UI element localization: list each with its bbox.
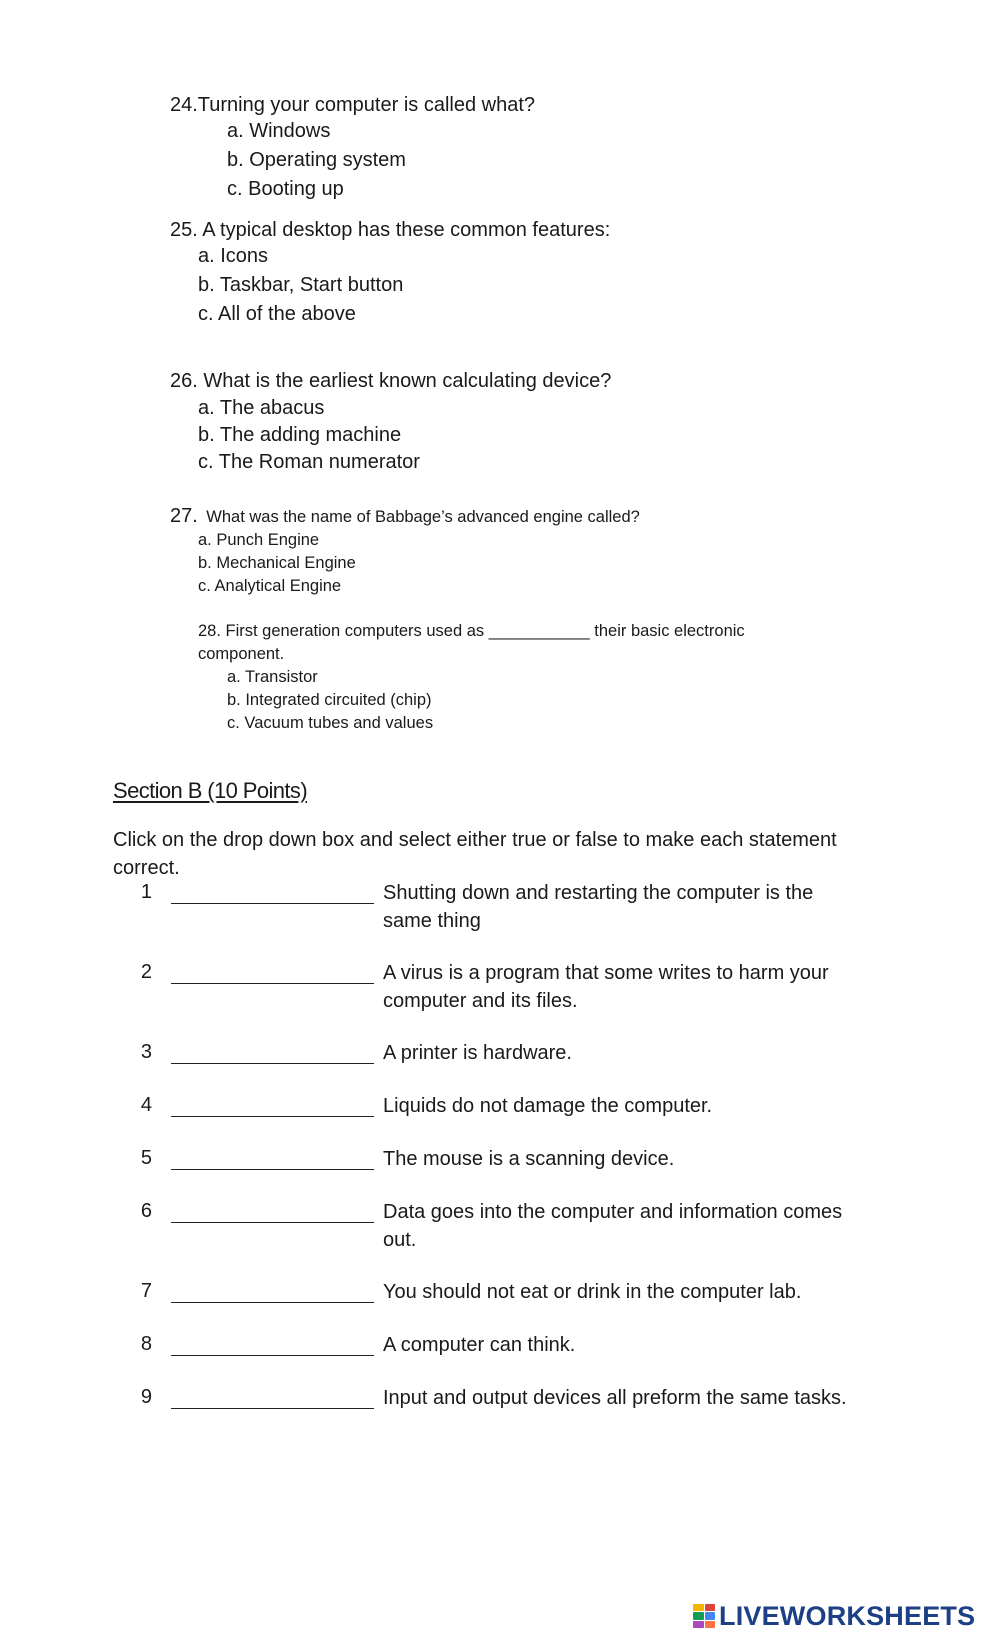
section-b-title: Section B (10 Points) bbox=[113, 778, 308, 803]
q26-option-b: b. The adding machine bbox=[198, 424, 402, 446]
q25-option-b: b. Taskbar, Start button bbox=[198, 274, 404, 296]
statement-number: 7 bbox=[140, 1280, 152, 1302]
q24-option-b: b. Operating system bbox=[227, 149, 406, 171]
statement-text: Data goes into the computer and information comes out. bbox=[383, 1201, 843, 1251]
statement-text: Input and output devices all preform the same tasks. bbox=[383, 1387, 847, 1409]
true-false-dropdown[interactable] bbox=[171, 1355, 374, 1356]
statement-number: 2 bbox=[140, 961, 152, 983]
q27-option-b: b. Mechanical Engine bbox=[198, 554, 356, 572]
q28-option-b: b. Integrated circuited (chip) bbox=[227, 691, 432, 709]
q24-option-a: a. Windows bbox=[227, 120, 331, 142]
logo-block bbox=[693, 1621, 704, 1628]
statement-text: A virus is a program that some writes to harm your computer and its files. bbox=[383, 962, 829, 1012]
question-28-text-cont: component. bbox=[198, 645, 285, 663]
logo-block bbox=[705, 1612, 716, 1619]
statement-number: 5 bbox=[140, 1147, 152, 1169]
true-false-dropdown[interactable] bbox=[171, 983, 374, 984]
statement-number: 1 bbox=[140, 881, 152, 903]
q28-option-c: c. Vacuum tubes and values bbox=[227, 714, 434, 732]
statement-text: A computer can think. bbox=[383, 1334, 576, 1356]
statement-number: 4 bbox=[140, 1094, 152, 1116]
q26-option-c: c. The Roman numerator bbox=[198, 451, 420, 473]
logo-block bbox=[693, 1604, 704, 1611]
logo-block bbox=[693, 1612, 704, 1619]
logo-block bbox=[705, 1604, 716, 1611]
statement-number: 9 bbox=[140, 1386, 152, 1408]
q27-option-c: c. Analytical Engine bbox=[198, 577, 342, 595]
true-false-dropdown[interactable] bbox=[171, 1302, 374, 1303]
logo-block bbox=[705, 1621, 716, 1628]
q26-option-a: a. The abacus bbox=[198, 397, 325, 419]
question-26-text: 26. What is the earliest known calculating device? bbox=[170, 370, 612, 392]
statement-text: A printer is hardware. bbox=[383, 1042, 572, 1064]
statement-number: 3 bbox=[140, 1041, 152, 1063]
question-27-number: 27. bbox=[170, 505, 198, 527]
section-b-instructions: Click on the drop down box and select either true or false to make each statement correct. bbox=[113, 829, 837, 879]
q25-option-a: a. Icons bbox=[198, 245, 269, 267]
statement-text: Shutting down and restarting the computer is the same thing bbox=[383, 882, 814, 932]
statement-text: Liquids do not damage the computer. bbox=[383, 1095, 713, 1117]
logo-text: LIVEWORKSHEETS bbox=[719, 1600, 976, 1631]
question-27-text: What was the name of Babbage’s advanced engine called? bbox=[206, 508, 640, 526]
true-false-dropdown[interactable] bbox=[171, 1222, 374, 1223]
liveworksheets-logo-icon bbox=[693, 1604, 715, 1628]
question-27 bbox=[170, 503, 640, 529]
q28-option-a: a. Transistor bbox=[227, 668, 318, 686]
statement-number: 8 bbox=[140, 1333, 152, 1355]
question-25-text: 25. A typical desktop has these common features: bbox=[170, 219, 611, 241]
question-28-text: 28. First generation computers used as ___________ their basic electronic bbox=[198, 622, 745, 640]
true-false-dropdown[interactable] bbox=[171, 1169, 374, 1170]
q27-option-a: a. Punch Engine bbox=[198, 531, 320, 549]
question-24-text: 24.Turning your computer is called what? bbox=[170, 94, 535, 116]
true-false-dropdown[interactable] bbox=[171, 903, 374, 904]
true-false-dropdown[interactable] bbox=[171, 1063, 374, 1064]
q24-option-c: c. Booting up bbox=[227, 178, 344, 200]
statement-text: The mouse is a scanning device. bbox=[383, 1148, 675, 1170]
true-false-dropdown[interactable] bbox=[171, 1116, 374, 1117]
q25-option-c: c. All of the above bbox=[198, 303, 356, 325]
true-false-dropdown[interactable] bbox=[171, 1408, 374, 1409]
liveworksheets-logo bbox=[693, 1598, 975, 1634]
statement-text: You should not eat or drink in the computer lab. bbox=[383, 1281, 802, 1303]
statement-number: 6 bbox=[140, 1200, 152, 1222]
